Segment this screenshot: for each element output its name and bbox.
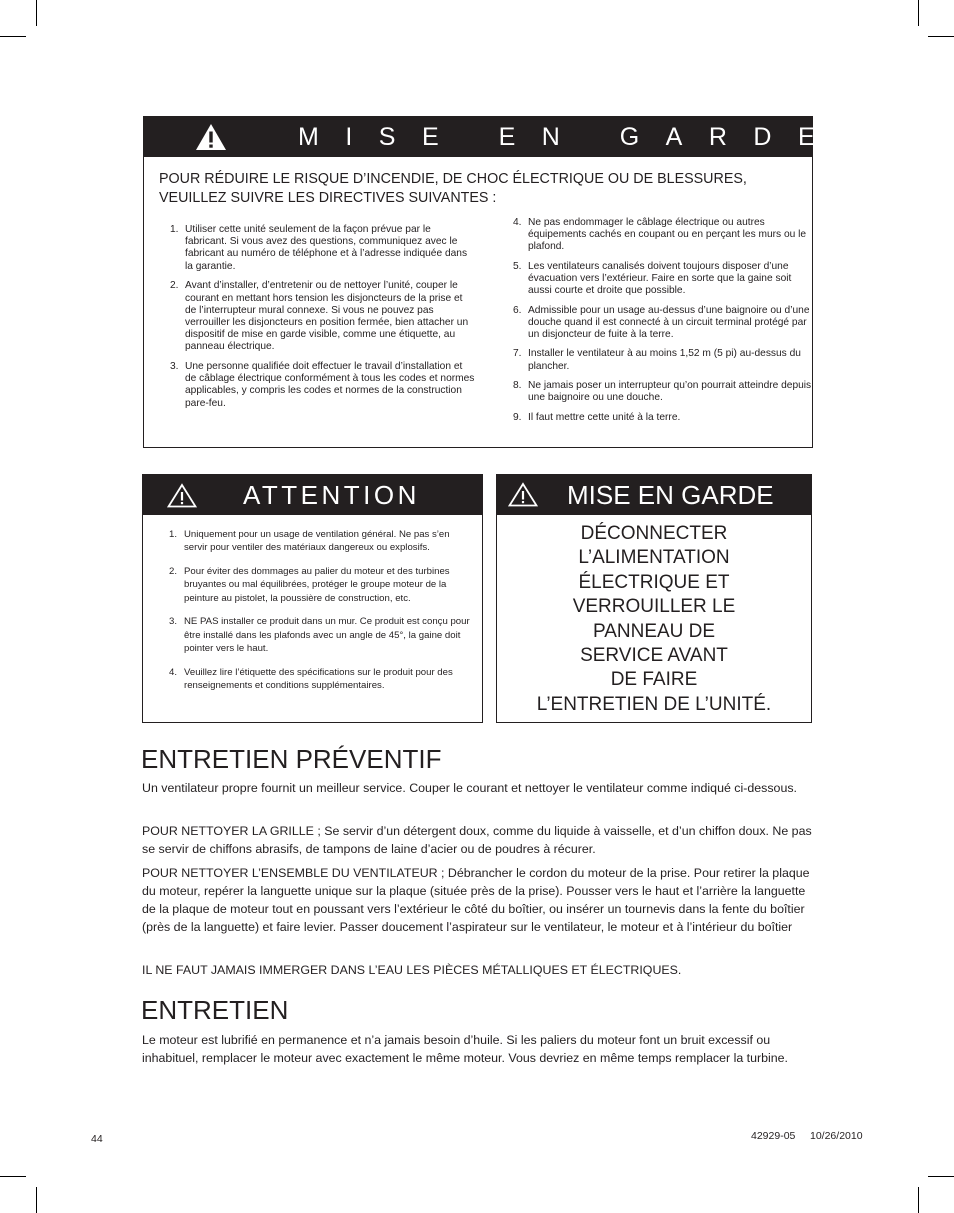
- message-line: PANNEAU DE: [592, 620, 716, 642]
- message-line: L’ENTRETIEN DE L’UNITÉ.: [536, 693, 772, 715]
- warning-list-left: [170, 224, 475, 417]
- disconnect-message: [497, 522, 811, 717]
- message-line: L’ALIMENTATION: [578, 547, 730, 569]
- crop-mark: [0, 36, 26, 37]
- attention-list: [169, 528, 475, 703]
- maintenance-paragraph: Le moteur est lubrifié en permanence et n’a jamais besoin d’huile. Si les paliers du moteur font un bruit excessif ou inhabituel, remplacer le moteur avec exactement le même moteur. Vous devriez en même temps remplacer la turbine.: [142, 1033, 788, 1065]
- disconnect-warning-box: [496, 474, 812, 723]
- message-line: DE FAIRE: [610, 669, 698, 691]
- crop-mark: [928, 36, 954, 37]
- list-item: 9. Il faut mettre cette unité à la terre.: [513, 411, 681, 423]
- list-item: 8. Ne jamais poser un interrupteur qu’on pourrait atteindre depuis une baignoire ou une douche.: [513, 379, 812, 404]
- page-number: 44: [91, 1133, 103, 1145]
- warning-triangle-icon: [195, 123, 227, 151]
- crop-mark: [36, 0, 37, 26]
- warning-title: MISE EN GARDE: [298, 123, 842, 151]
- doc-date: 10/26/2010: [810, 1130, 863, 1142]
- list-item: 2. Pour éviter des dommages au palier du moteur et des turbines bruyantes ou mal équilibrées, protéger le groupe moteur de la peinture au pistolet, la poussière de construction, etc.: [169, 566, 450, 604]
- list-item: 1. Utiliser cette unité seulement de la façon prévue par le fabricant. Si vous avez des questions, communiquez avec le fabricant au numéro de téléphone et à l’adresse indiquée dans la garantie.: [170, 224, 468, 272]
- list-item: 3. Une personne qualifiée doit effectuer le travail d’installation et de câblage électrique conformément à tous les codes et normes applicables, y compris les codes et normes de la construction pare-feu.: [170, 361, 475, 409]
- attention-title: ATTENTION: [243, 480, 420, 510]
- grille-cleaning-paragraph: POUR NETTOYER LA GRILLE ; Se servir d’un détergent doux, comme du liquide à vaisselle, et d’un chiffon doux. Ne pas se servir de chiffons abrasifs, de tampons de laine d’acier ou de poudres à récurer.: [142, 824, 812, 856]
- warning-intro: POUR RÉDUIRE LE RISQUE D’INCENDIE, DE CHOC ÉLECTRIQUE OU DE BLESSURES, VEUILLEZ SUIVRE LES DIRECTIVES SUIVANTES :: [159, 171, 747, 206]
- attention-box: [142, 474, 483, 723]
- list-item: 3. NE PAS installer ce produit dans un mur. Ce produit est conçu pour être installé dans les plafonds avec un angle de 45°, la gaine doit pointer vers le haut.: [169, 616, 470, 654]
- warning-triangle-icon: [167, 483, 197, 508]
- doc-code: 42929-05: [751, 1130, 796, 1142]
- attention-header-bar: [143, 475, 482, 515]
- list-item: 6. Admissible pour un usage au-dessus d’une baignoire ou d’une douche quand il est connecté à un circuit terminal protégé par un disjoncteur de fuite à la terre.: [513, 304, 810, 340]
- crop-mark: [36, 1187, 37, 1213]
- message-line: SERVICE AVANT: [580, 645, 728, 667]
- preventive-heading: ENTRETIEN PRÉVENTIF: [141, 744, 442, 774]
- warning-list-right: [513, 217, 812, 431]
- crop-mark: [918, 1187, 919, 1213]
- list-item: 4. Ne pas endommager le câblage électrique ou autres équipements cachés en coupant ou en perçant les murs ou le plafond.: [513, 217, 807, 253]
- list-item: 7. Installer le ventilateur à au moins 1,52 m (5 pi) au-dessus du plancher.: [513, 348, 801, 372]
- list-item: 2. Avant d’installer, d’entretenir ou de nettoyer l’unité, couper le courant en mettant hors tension les disjoncteurs de la prise et de l’interrupteur mural connexe. Si vous ne pouvez pas verrouiller les disjoncteurs en position fermée, bien attacher un dispositif de mise en garde visible, comme une étiquette, au panneau électrique.: [170, 280, 469, 353]
- message-line: ÉLECTRIQUE ET: [578, 571, 730, 593]
- fan-cleaning-paragraph: POUR NETTOYER L’ENSEMBLE DU VENTILATEUR ; Débrancher le cordon du moteur de la prise. Pour retirer la plaque du moteur, repérer la languette unique sur la plaque (située près de la prise). Pousser vers le haut et l’arrière la languette de la plaque de moteur tout en poussant vers l’extérieur le côté du boîtier, ou insérer un tournevis dans la fente du boîtier (près de la languette) et faire levier. Passer doucement l’aspirateur sur le ventilateur, le moteur et à l’intérieur du boîtier: [142, 866, 810, 934]
- message-line: VERROUILLER LE: [572, 596, 736, 618]
- crop-mark: [0, 1176, 26, 1177]
- message-line: DÉCONNECTER: [580, 523, 728, 544]
- warning-triangle-icon: [508, 482, 538, 507]
- warning-header-bar: [144, 117, 842, 157]
- preventive-paragraph: Un ventilateur propre fournit un meilleur service. Couper le courant et nettoyer le ventilateur comme indiqué ci-dessous.: [142, 781, 797, 795]
- disconnect-header-bar: [497, 475, 811, 515]
- crop-mark: [918, 0, 919, 26]
- maintenance-heading: ENTRETIEN: [141, 995, 289, 1025]
- warning-box-main: [143, 116, 842, 448]
- disconnect-title: MISE EN GARDE: [567, 480, 774, 510]
- list-item: 5. Les ventilateurs canalisés doivent toujours disposer d’une évacuation vers l’extérieur. Faire en sorte que la gaine soit aussi courte et droite que possible.: [513, 260, 792, 297]
- list-item: 1. Uniquement pour un usage de ventilation général. Ne pas s’en servir pour ventiler des matériaux dangereux ou explosifs.: [169, 529, 450, 554]
- list-item: 4. Veuillez lire l’étiquette des spécifications sur le produit pour des renseignements et conditions supplémentaires.: [169, 666, 453, 691]
- immersion-warning: IL NE FAUT JAMAIS IMMERGER DANS L’EAU LES PIÈCES MÉTALLIQUES ET ÉLECTRIQUES.: [142, 963, 682, 977]
- crop-mark: [928, 1176, 954, 1177]
